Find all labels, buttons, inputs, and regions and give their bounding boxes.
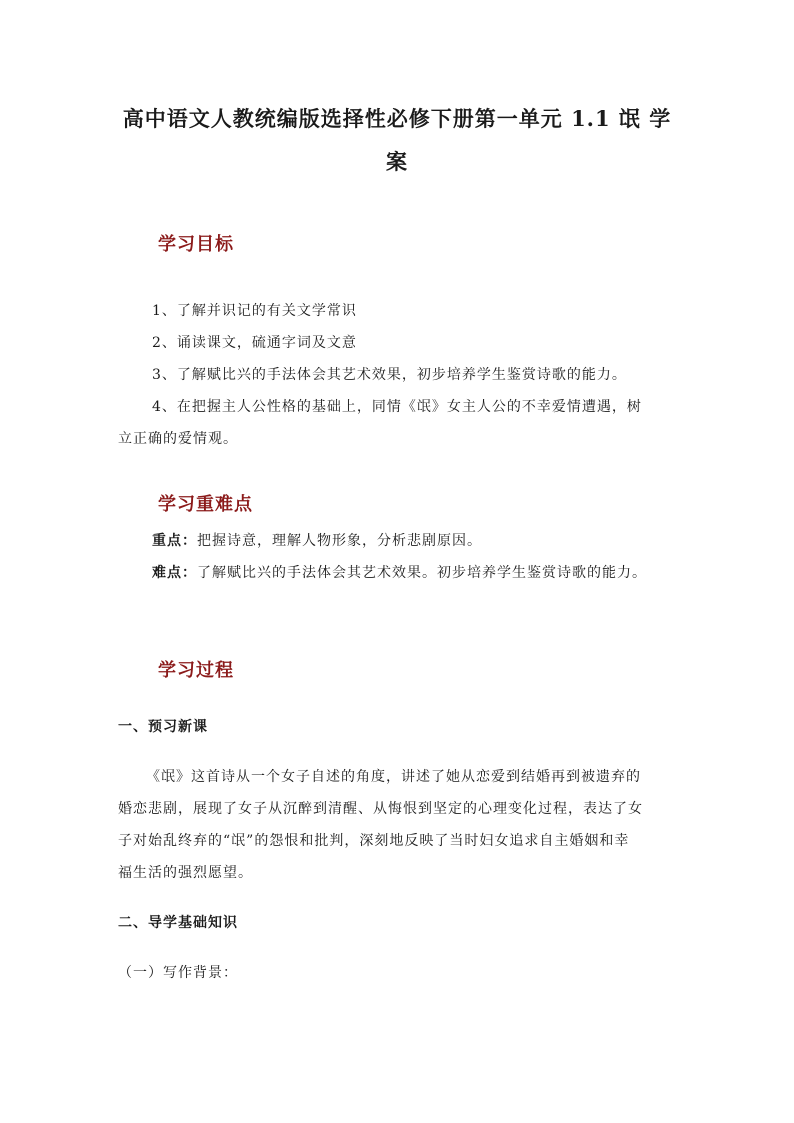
document-title-line-2: 案 (386, 149, 408, 174)
key-points-heading: 学习重难点 (158, 494, 253, 515)
objective-item-1: 1、了解并识记的有关文学常识 (152, 303, 357, 319)
process-heading: 学习过程 (158, 660, 234, 681)
preview-heading: 一、预习新课 (118, 719, 208, 735)
focus-text: 把握诗意，理解人物形象，分析悲剧原因。 (197, 533, 482, 549)
objective-item-4-continued: 立正确的爱情观。 (118, 431, 238, 447)
difficulty-text: 了解赋比兴的手法体会其艺术效果。初步培养学生鉴赏诗歌的能力。 (197, 565, 647, 581)
preview-line-3: 子对始乱终弃的“氓”的怨恨和批判，深刻地反映了当时妇女追求自主婚姻和幸 (118, 833, 630, 849)
preview-line-2: 婚恋悲剧，展现了女子从沉醉到清醒、从悔恨到坚定的心理变化过程，表达了女 (118, 801, 643, 817)
focus-line (152, 530, 482, 550)
preview-line-1: 《氓》这首诗从一个女子自述的角度，讲述了她从恋爱到结婚再到被遗弃的 (146, 769, 641, 785)
focus-label: 重点： (152, 533, 197, 549)
preview-line-4: 福生活的强烈愿望。 (118, 865, 253, 881)
document-title-line-1: 高中语文人教统编版选择性必修下册第一单元 1.1 氓 学 (122, 106, 672, 131)
objectives-heading: 学习目标 (158, 234, 234, 255)
objective-item-2: 2、诵读课文，硫通字词及文意 (152, 335, 357, 351)
objective-item-4: 4、在把握主人公性格的基础上，同情《氓》女主人公的不幸爱情遭遇，树 (152, 399, 642, 415)
basic-knowledge-heading: 二、导学基础知识 (118, 915, 238, 931)
difficulty-line (152, 562, 647, 582)
difficulty-label: 难点： (152, 565, 197, 581)
objective-item-3: 3、了解赋比兴的手法体会其艺术效果，初步培养学生鉴赏诗歌的能力。 (152, 367, 627, 383)
writing-background-label: （一）写作背景： (118, 965, 238, 981)
